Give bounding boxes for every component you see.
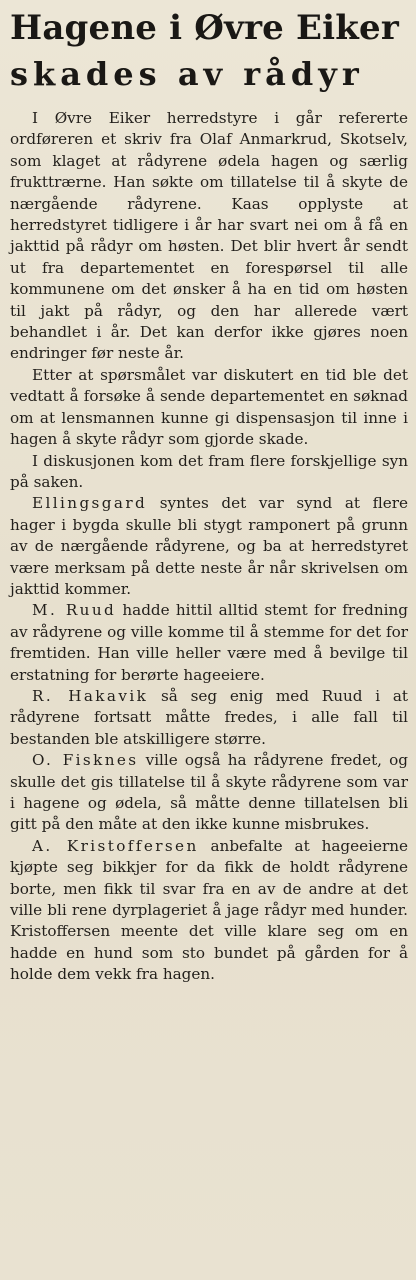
- paragraph-text: I Øvre Eiker herredstyre i går refererte ordføreren et skriv fra Olaf Anmarkrud, Skotselv, som klaget at rådyrene ødela hagen og særlig frukttrærne. Han søkte om tillatelse til å skyte de nærgående rådyrene. Kaas opplyste at herredstyret tidligere i år har svart nei om å få en jakttid på rådyr om høsten. Det blir hvert år sendt ut fra departementet en forespørsel til alle kommunene om det ønsker å ha en tid om høsten til jakt på rådyr, og den har allerede vært behandlet i år. Det kan derfor ikke gjøres noen endringer før neste år.: [10, 109, 408, 363]
- speaker-name: R. Hakavik: [32, 686, 149, 705]
- paragraph: [10, 108, 408, 365]
- paragraph: [10, 451, 408, 494]
- speaker-name: Ellingsgard: [32, 494, 148, 513]
- paragraph-text: hadde hittil alltid stemt for fredning av rådyrene og ville komme til å stemme for det for fremtiden. Han ville heller være med å bevilge til erstatning for berørte hageeiere.: [10, 601, 408, 684]
- headline-line-2: skades av rådyr: [10, 55, 364, 93]
- paragraph: [10, 836, 408, 986]
- paragraph-text: så seg enig med Ruud i at rådyrene fortsatt måtte fredes, i alle fall til bestanden ble atskilligere større.: [10, 686, 408, 748]
- speaker-name: M. Ruud: [32, 601, 117, 620]
- paragraph-text: Etter at spørsmålet var diskutert en tid ble det vedtatt å forsøke å sende departementet en søknad om at lensmannen kunne gi dispensasjon til inne i hagen å skyte rådyr som gjorde skade.: [10, 365, 408, 449]
- paragraph-text: anbefalte at hageeierne kjøpte seg bikkjer for da fikk de holdt rådyrene borte, men fikk til svar fra en av de andre at det ville bli rene dyrplageriet å jage rådyr med hunder. Kristoffersen meente det ville klare seg om en hadde en hund som sto bundet på gården for å holde dem vekk fra hagen.: [10, 836, 408, 984]
- paragraph: [10, 750, 408, 836]
- paragraph-text: I diskusjonen kom det fram flere forskjellige syn på saken.: [10, 451, 408, 491]
- paragraph: [10, 600, 408, 686]
- paragraph: [10, 686, 408, 750]
- paragraph-text: ville også ha rådyrene fredet, og skulle det gis tillatelse til å skyte rådyrene som var i hagene og ødela, så måtte denne tillatelsen bli gitt på den måte at den ikke kunne misbrukes.: [10, 751, 408, 834]
- paragraph: [10, 365, 408, 451]
- paragraph-text: syntes det var synd at flere hager i bygda skulle bli stygt ramponert på grunn av de nærgående rådyrene, og ba at herredstyret være merksam på dette neste år når skrivelsen om jakttid kommer.: [10, 494, 408, 598]
- headline-line-1: Hagene i Øvre Eiker: [10, 8, 399, 48]
- paragraph: [10, 493, 408, 600]
- speaker-name: O. Fisknes: [32, 751, 139, 770]
- article-body: [10, 108, 408, 986]
- speaker-name: A. Kristoffersen: [32, 836, 199, 855]
